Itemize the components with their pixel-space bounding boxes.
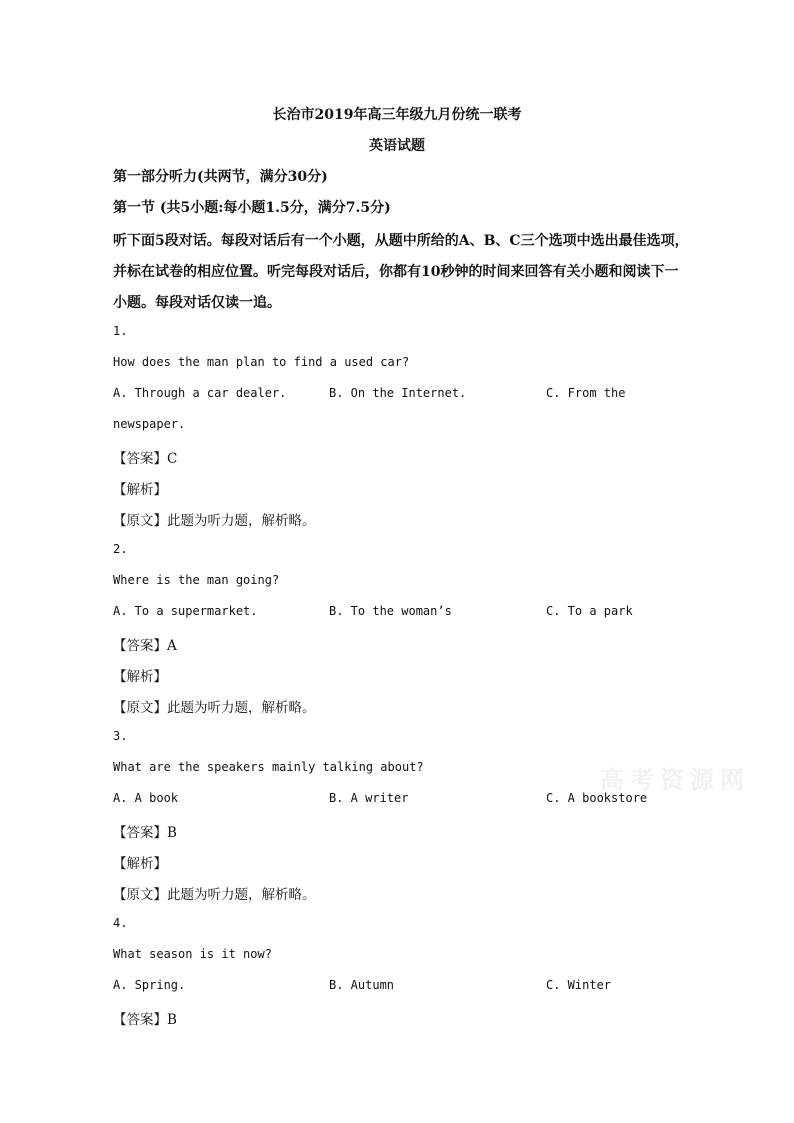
q4-option-c: C. Winter [546, 978, 612, 992]
q3-analysis: 【解析】 [113, 856, 167, 872]
q1-original: 【原文】此题为听力题，解析略。 [113, 513, 316, 529]
q1-answer: 【答案】C [113, 451, 178, 467]
q1-option-b: B. On the Internet. [329, 386, 467, 400]
q4-answer: 【答案】B [113, 1012, 177, 1028]
instruction-line-2: 并标在试卷的相应位置。听完每段对话后，你都有10秒钟的时间来回答有关小题和阅读下一 [113, 264, 679, 280]
instruction-line-3: 小题。每段对话仅读一追。 [113, 295, 281, 311]
q4-question: What season is it now? [113, 947, 272, 961]
q1-option-c: C. From the [546, 386, 626, 400]
exam-title: 长治市2019年高三年级九月份统一联考 [272, 107, 522, 123]
exam-subject: 英语试题 [369, 138, 425, 154]
q1-analysis: 【解析】 [113, 482, 167, 498]
q2-number: 2. [113, 542, 128, 556]
q3-number: 3. [113, 729, 128, 743]
q3-answer: 【答案】B [113, 825, 177, 841]
part1-heading: 第一部分听力(共两节，满分30分) [113, 169, 328, 185]
q2-question: Where is the man going? [113, 573, 280, 587]
q2-answer: 【答案】A [113, 638, 177, 654]
q4-option-a: A. Spring. [113, 978, 186, 992]
q3-option-c: C. A bookstore [546, 791, 648, 805]
section1-heading: 第一节 (共5小题:每小题1.5分，满分7.5分) [113, 200, 391, 216]
watermark: 高考资源网 [600, 765, 750, 794]
q3-option-b: B. A writer [329, 791, 409, 805]
q3-option-a: A. A book [113, 791, 179, 805]
q4-number: 4. [113, 916, 128, 930]
q2-option-a: A. To a supermarket. [113, 604, 258, 618]
q3-question: What are the speakers mainly talking about? [113, 760, 424, 774]
q1-option-a: A. Through a car dealer. [113, 386, 287, 400]
q2-analysis: 【解析】 [113, 669, 167, 685]
q1-number: 1. [113, 324, 128, 338]
q2-original: 【原文】此题为听力题，解析略。 [113, 700, 316, 716]
q1-question: How does the man plan to find a used car? [113, 355, 410, 369]
q1-option-c-continued: newspaper. [113, 417, 186, 431]
q2-option-c: C. To a park [546, 604, 633, 618]
instruction-line-1: 听下面5段对话。每段对话后有一个小题，从题中所给的A、B、C三个选项中选出最佳选项， [113, 233, 689, 249]
q2-option-b: B. To the woman’s [329, 604, 452, 618]
q4-option-b: B. Autumn [329, 978, 395, 992]
q3-original: 【原文】此题为听力题，解析略。 [113, 887, 316, 903]
